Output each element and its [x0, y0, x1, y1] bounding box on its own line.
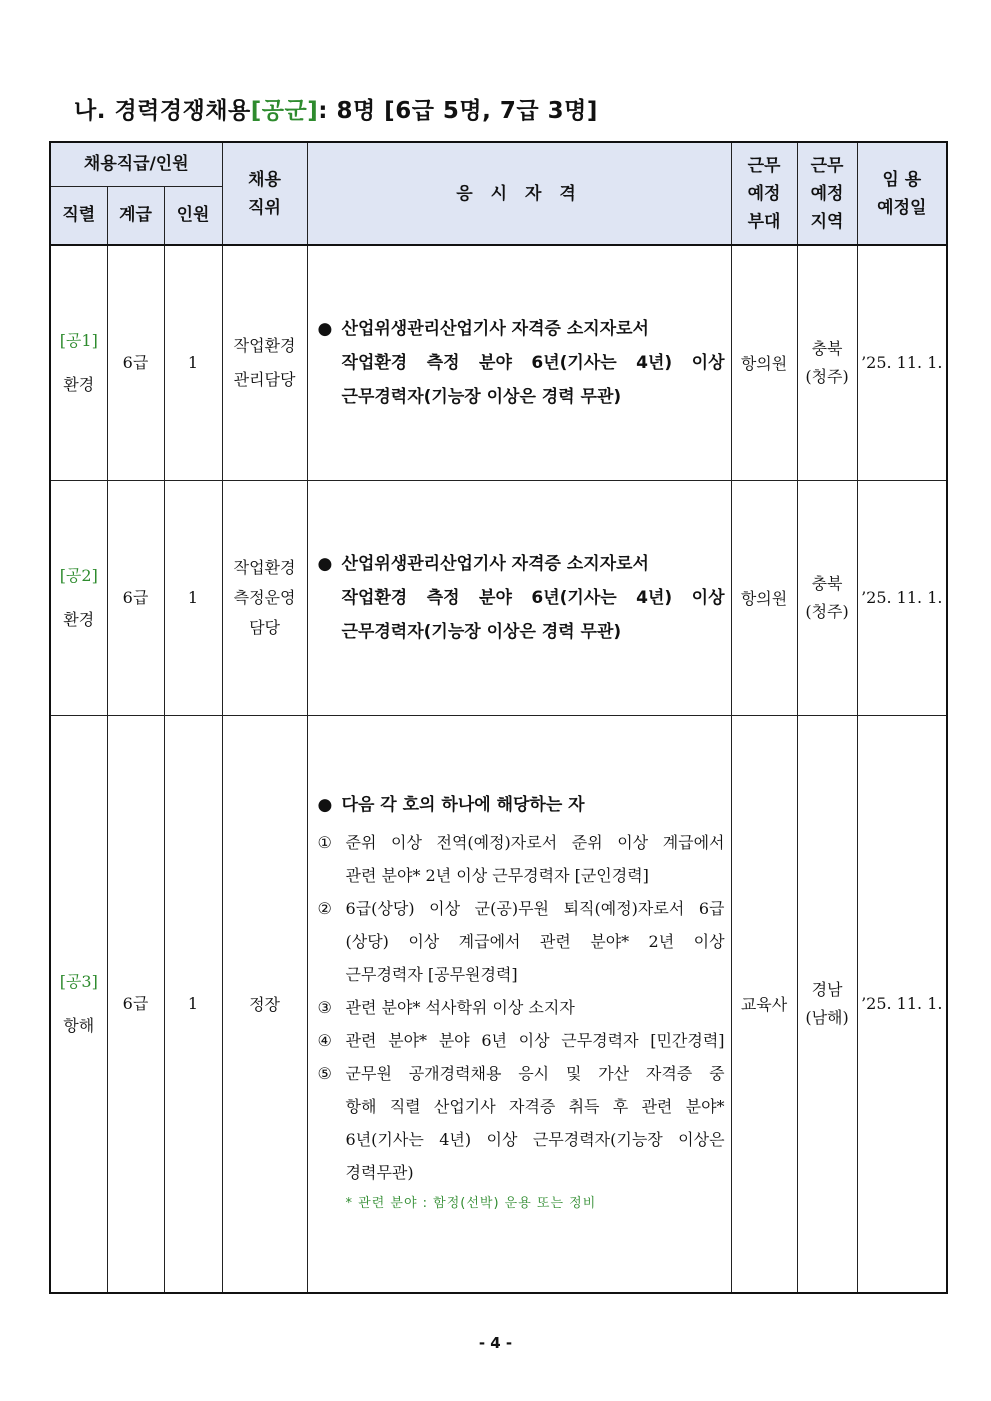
header-date: 임 용 예정일 — [857, 142, 947, 245]
row-count: 1 — [164, 480, 222, 715]
row-region: 경남 (남해) — [797, 715, 857, 1293]
row-grade: 6급 — [107, 480, 164, 715]
row-code-cell — [50, 245, 107, 480]
row-qualification: ● 산업위생관리산업기사 자격증 소지자로서 작업환경 측정 분야 6년(기사는 4년) 이상 근무경력자(기능장 이상은 경력 무관) — [307, 480, 731, 715]
row-series: 항해 — [63, 1015, 95, 1035]
list-item: ⑤ 군무원 공개경력채용 응시 및 가산 자격증 중 — [317, 1064, 725, 1084]
header-series: 직렬 — [50, 186, 107, 245]
header-grade: 계급 — [107, 186, 164, 245]
row-code-cell — [50, 480, 107, 715]
list-item: ④ 관련 분야* 분야 6년 이상 근무경력자 [민간경력] — [317, 1031, 725, 1051]
row-region: 충북 (청주) — [797, 480, 857, 715]
row-position: 작업환경 측정운영 담당 — [222, 480, 307, 715]
row-qualification: ● 다음 각 호의 하나에 해당하는 자 ① 준위 이상 전역(예정)자로서 준위 이상 계급에서 관련 분야* 2년 이상 근무경력자 [군인경력] ② 6급(상당) 이상 군(공)무원 퇴직(예정)자로서 6급 (상당) 이상 계급에서 관련 분야* 2년 이상 근무경력자 [공무원경력] ③ 관련 분야* 석사학위 이상 소지자 ④ 관련 분야* 분야 6년 이상 근무경력자 [민간경력] ⑤ 군무원 공개경력채용 응시 및 가산 자격증 중 항해 직렬 산업기사 자격증 취득 후 관련 분야* 6년(기사는 4년) 이상 근무경력자(기능장 이상은 경력무관) * 관련 분야 : 함정(선박) 운용 또는 정비 — [307, 715, 731, 1293]
bullet-icon: ● — [317, 553, 333, 574]
bullet-icon: ● — [317, 795, 333, 816]
header-count: 인원 — [164, 186, 222, 245]
row-position: 정장 — [222, 715, 307, 1293]
header-region: 근무 예정 지역 — [797, 142, 857, 245]
header-group: 채용직급/인원 — [50, 142, 222, 186]
row-code: [공1] — [59, 330, 98, 350]
heading-highlight: [공군] — [250, 98, 319, 124]
row-unit: 교육사 — [731, 715, 797, 1293]
heading-prefix: 나. 경력경쟁채용 — [74, 98, 251, 124]
related-field-note: * 관련 분야 : 함정(선박) 운용 또는 정비 — [345, 1196, 597, 1212]
list-item: ③ 관련 분야* 석사학위 이상 소지자 — [317, 998, 575, 1018]
row-unit: 항의원 — [731, 480, 797, 715]
heading-suffix: : 8명 [6급 5명, 7급 3명] — [318, 98, 598, 124]
row-region: 충북 (청주) — [797, 245, 857, 480]
row-position: 작업환경 관리담당 — [222, 245, 307, 480]
row-grade: 6급 — [107, 715, 164, 1293]
row-date: ’25. 11. 1. — [857, 480, 947, 715]
table-row — [50, 245, 947, 480]
row-series: 환경 — [63, 374, 95, 394]
bullet-icon: ● — [317, 318, 333, 339]
row-date: ’25. 11. 1. — [857, 715, 947, 1293]
page-number: - 4 - — [478, 1334, 513, 1352]
table-row — [50, 715, 947, 1293]
row-count: 1 — [164, 715, 222, 1293]
header-position: 채용 직위 — [222, 142, 307, 245]
recruitment-table — [49, 141, 948, 1294]
row-unit: 항의원 — [731, 245, 797, 480]
row-date: ’25. 11. 1. — [857, 245, 947, 480]
header-qualification: 응 시 자 격 — [307, 142, 731, 245]
section-heading — [74, 92, 598, 125]
row-code: [공3] — [59, 971, 98, 991]
row-count: 1 — [164, 245, 222, 480]
list-item: ② 6급(상당) 이상 군(공)무원 퇴직(예정)자로서 6급 — [317, 899, 725, 919]
row-code: [공2] — [59, 565, 98, 585]
row-grade: 6급 — [107, 245, 164, 480]
row-qualification: ● 산업위생관리산업기사 자격증 소지자로서 작업환경 측정 분야 6년(기사는 4년) 이상 근무경력자(기능장 이상은 경력 무관) — [307, 245, 731, 480]
table-row — [50, 480, 947, 715]
row-series: 환경 — [63, 609, 95, 629]
header-unit: 근무 예정 부대 — [731, 142, 797, 245]
list-item: ① 준위 이상 전역(예정)자로서 준위 이상 계급에서 — [317, 833, 725, 853]
row-code-cell — [50, 715, 107, 1293]
